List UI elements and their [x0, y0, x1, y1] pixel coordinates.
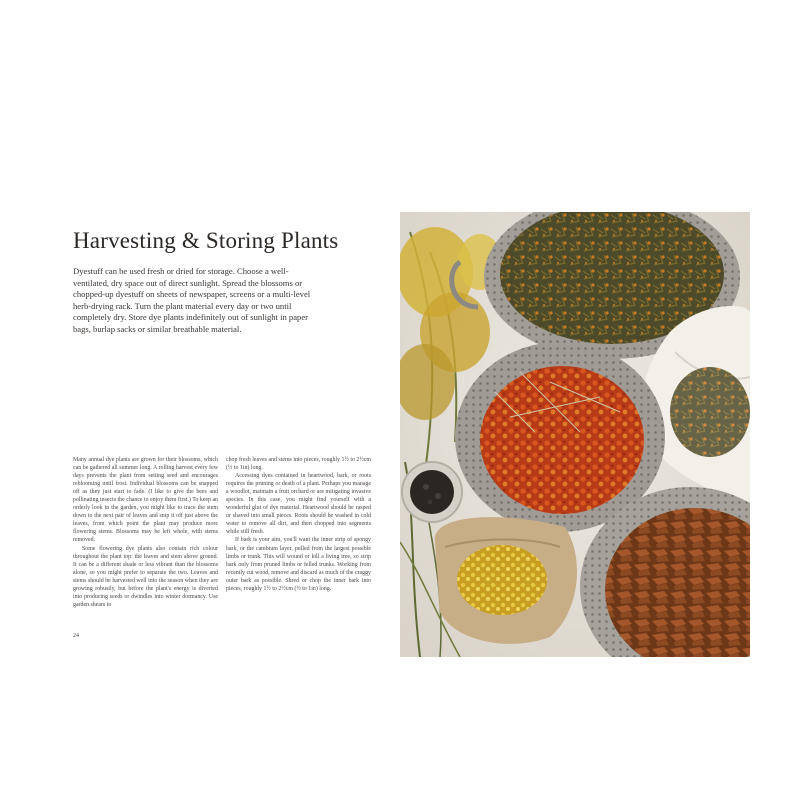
body-paragraph: Some flowering dye plants also contain rich colour throughout the plant top: the leaves and stem above ground. It can be a different shade or less vibrant than the blossoms alone, so you might prefer to separate the two. Leaves and stems should be harvested well into the season when they are growing robustly, but before the plant's energy is diverted into producing seeds or dwindles into winter dormancy. Use garden shears to	[73, 545, 218, 608]
paper-bag-yellow-flowers	[435, 517, 577, 644]
body-paragraph: If bark is your aim, you'll want the inner strip of spongy bark, or the cambium layer, pulled from the largest possible limbs or trunk. This will wound or kill a living tree, so strip bark only from pruned limbs or felled trunks. Working from recently cut wood, remove and discard as much of the craggy outer bark as possible. Shred or chop the inner bark into pieces, roughly 1½ to 2½cm (½ to 1in) long.	[226, 537, 371, 592]
body-paragraph: Many annual dye plants are grown for their blossoms, which can be gathered all summer long. A rolling harvest every few days prevents the plant from setting seed and encourages reblooming until frost. Individual blossoms can be snapped off as they just start to fade. (I like to give the bees and pollinating insects the chance to enjoy them first.) To keep an orderly look in the garden, you might like to trace the stem down to the next pair of leaves and snip it off just above the leaves, from which point the plant may produce more flowering stems. Blossoms may be left whole, with stems removed.	[73, 457, 218, 544]
body-column-left	[73, 456, 218, 609]
page-number: 24	[73, 633, 79, 639]
page-title: Harvesting & Storing Plants	[73, 228, 339, 253]
dye-plants-photo	[400, 212, 750, 657]
intro-paragraph: Dyestuff can be used fresh or dried for storage. Choose a well-ventilated, dry space out of direct sunlight. Spread the blossoms or chopped-up dyestuff on sheets of newspaper, screens or a multi-level herb-drying rack. Turn the plant material every day or two until completely dry. Store dye plants indefinitely out of sunlight in paper bags, burlap sacks or similar breathable material.	[73, 266, 311, 334]
body-paragraph: chop fresh leaves and stems into pieces, roughly 1½ to 2½cm (½ to 1in) long.	[226, 457, 371, 472]
body-paragraph: Accessing dyes contained in heartwood, bark, or roots requires the pruning or death of a plant. Perhaps you manage a woodlot, maintain a fruit orchard or are mitigating invasive species. In this case, you might find yourself with a wonderful glut of dye material. Heartwood should be rasped or shaved into small pieces. Roots should be washed in cold water to remove all dirt, and then chopped into segments while still fresh.	[226, 473, 371, 536]
jar-berries	[402, 462, 462, 522]
body-column-right	[226, 456, 371, 593]
